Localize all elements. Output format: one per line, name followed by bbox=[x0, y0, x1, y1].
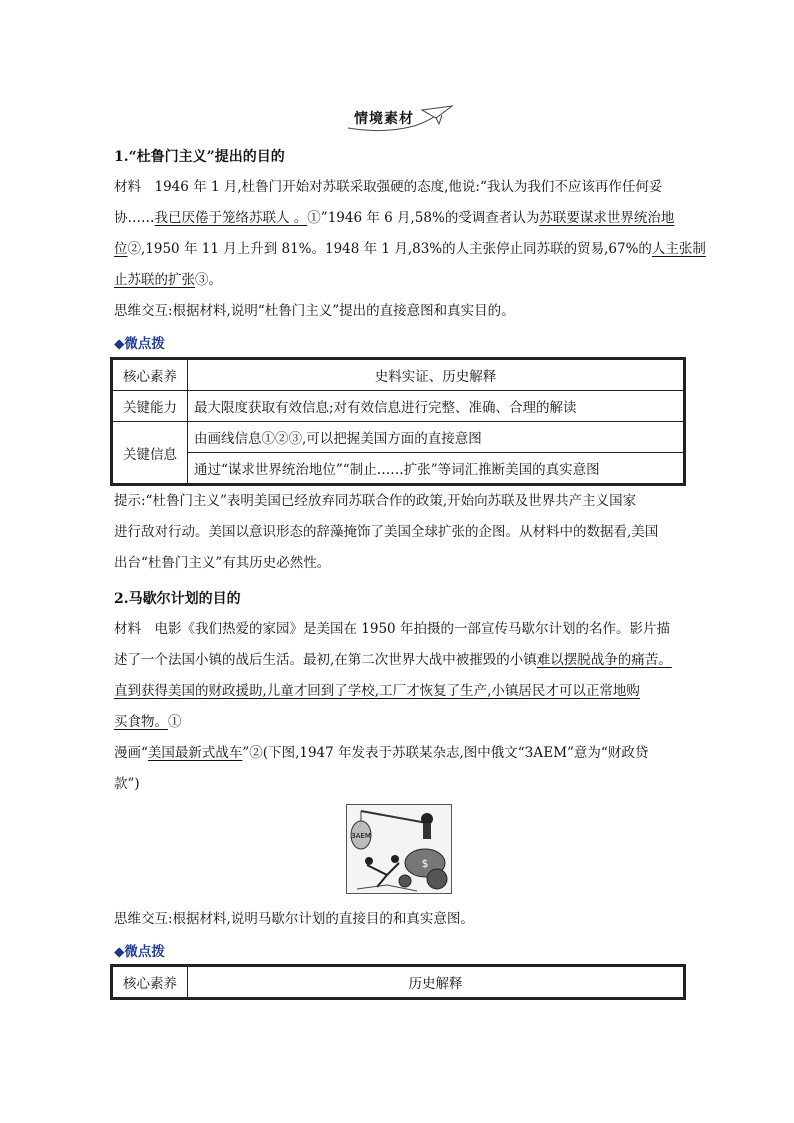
tip-label: ◆微点拨 bbox=[114, 944, 165, 960]
section1-material bbox=[114, 172, 706, 327]
section2-question: 思维交互:根据材料,说明马歇尔计划的直接目的和真实意图。 bbox=[114, 911, 474, 927]
core-literacy-table bbox=[112, 966, 684, 998]
cartoon-image bbox=[346, 804, 452, 894]
material-line: 材料 1946 年 1 月,杜鲁门开始对苏联采取强硬的态度,他说:“我认为我们不应该再作任何妥 bbox=[114, 179, 663, 195]
material-line: 协……我已厌倦于笼络苏联人 。①”1946 年 6 月,58%的受调查者认为苏联要谋求世界统治地 bbox=[114, 210, 675, 226]
section-header-badge bbox=[344, 104, 456, 132]
material-line: 位②,1950 年 11 月上升到 81%。1948 年 1 月,83%的人主张停止同苏联的贸易,67%的人主张制 bbox=[114, 241, 706, 257]
war-tank-cartoon-icon bbox=[347, 805, 451, 893]
header-label: 情境素材 bbox=[354, 111, 414, 127]
svg-text:ЗАЕМ: ЗАЕМ bbox=[351, 832, 371, 840]
table-row: 通过“谋求世界统治地位”“制止……扩张”等词汇推断美国的真实意图 bbox=[113, 453, 684, 484]
question-text: 思维交互:根据材料,说明“杜鲁门主义”提出的直接意图和真实目的。 bbox=[114, 303, 515, 319]
svg-text:$: $ bbox=[421, 857, 429, 870]
core-literacy-table bbox=[112, 359, 684, 484]
section1-hint: 提示:“杜鲁门主义”表明美国已经放弃同苏联合作的政策,开始向苏联及世界共产主义国家 进行敌对行动。美国以意识形态的辞藻掩饰了美国全球扩张的企图。从材料中的数据看,美国 出台“杜鲁门主义”有其历史必然性。 bbox=[114, 493, 659, 571]
material-line: 止苏联的扩张③。 bbox=[114, 272, 222, 288]
table-row: 核心素养 史料实证、历史解释 bbox=[113, 360, 684, 391]
table-row: 关键能力 最大限度获取有效信息;对有效信息进行完整、准确、合理的解读 bbox=[113, 391, 684, 422]
section2-material: 材料 电影《我们热爱的家园》是美国在 1950 年拍摄的一部宣传马歇尔计划的名作。影片描 述了一个法国小镇的战后生活。最初,在第二次世界大战中被摧毁的小镇难以摆脱战争的痛苦。 直到获得美国的财政援助,儿童才回到了学校,工厂才恢复了生产,小镇居民才可以正常地购 买食物。① 漫画“美国最新式战车”②(下图,1947 年发表于苏联某杂志,图中俄文“ЗАЕМ”意为“财政贷 款”) bbox=[114, 621, 672, 792]
table-row: 核心素养 历史解释 bbox=[113, 967, 684, 998]
section1-title: 1.“杜鲁门主义”提出的目的 bbox=[114, 149, 285, 165]
table-row: 关键信息 由画线信息①②③,可以把握美国方面的直接意图 bbox=[113, 422, 684, 453]
section2-title: 2.马歇尔计划的目的 bbox=[114, 591, 241, 607]
tip-label: ◆微点拨 bbox=[114, 336, 165, 352]
